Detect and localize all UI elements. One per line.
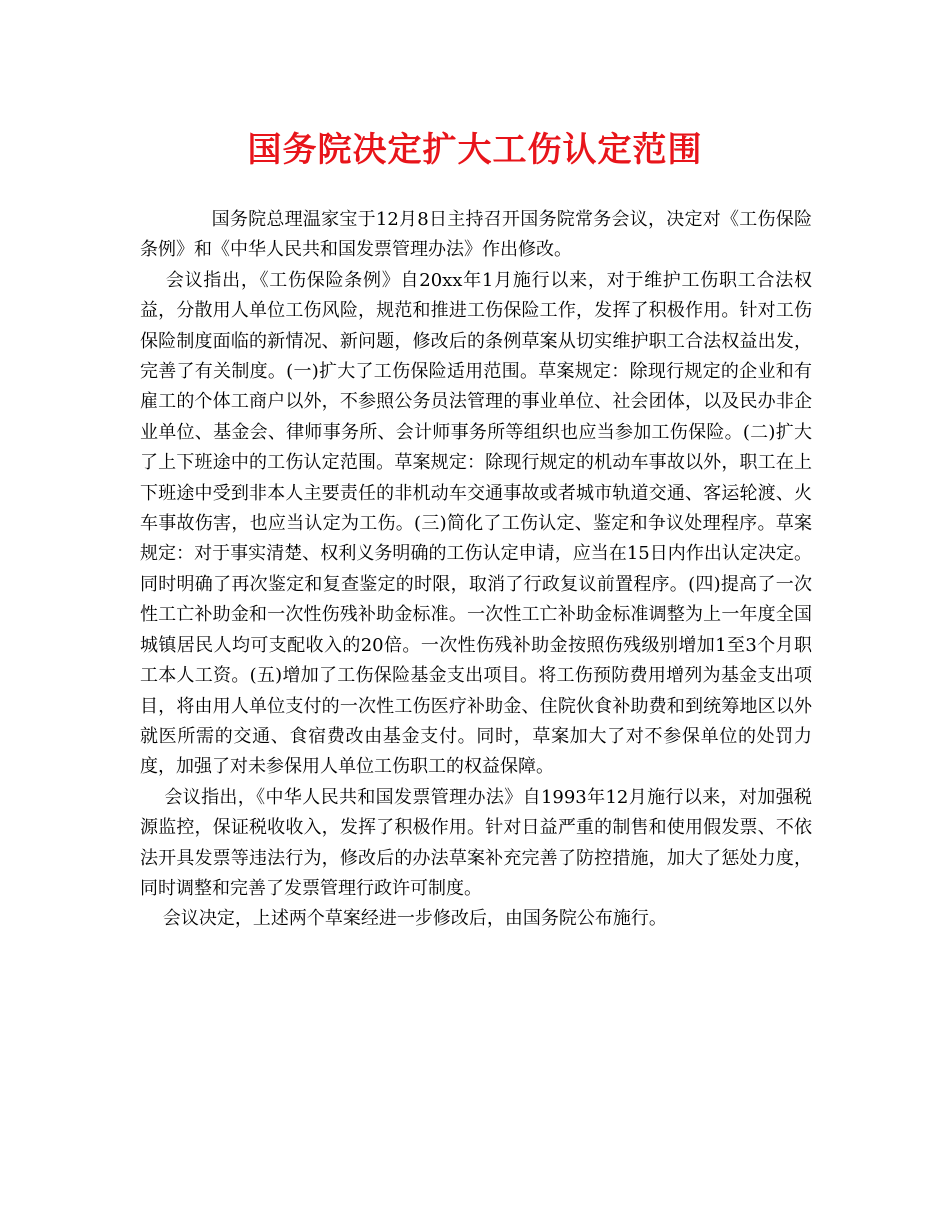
paragraph-decision: 会议决定，上述两个草案经进一步修改后，由国务院公布施行。 (140, 908, 667, 930)
paragraph-work-injury-regulation: 会议指出，《工伤保险条例》自20xx年1月施行以来，对于维护工伤职工合法权益，分散用人单位工伤风险，规范和推进工伤保险工作，发挥了积极作用。针对工伤保险制度面临的新情况、新问题，修改后的条例草案从切实维护职工合法权益出发，完善了有关制度。(一)扩大了工伤保险适用范围。草案规定：除现行规定的企业和有雇工的个体工商户以外，不参照公务员法管理的事业单位、社会团体，以及民办非企业单位、基金会、律师事务所、会计师事务所等组织也应当参加工伤保险。(二)扩大了上下班途中的工伤认定范围。草案规定：除现行规定的机动车事故以外，职工在上下班途中受到非本人主要责任的非机动车交通事故或者城市轨道交通、客运轮渡、火车事故伤害，也应当认定为工伤。(三)简化了工伤认定、鉴定和争议处理程序。草案规定：对于事实清楚、权利义务明确的工伤认定申请，应当在15日内作出认定决定。同时明确了再次鉴定和复查鉴定的时限，取消了行政复议前置程序。(四)提高了一次性工亡补助金和一次性伤残补助金标准。一次性工亡补助金标准调整为上一年度全国城镇居民人均可支配收入的20倍。一次性伤残补助金按照伤残级别增加1至3个月职工本人工资。(五)增加了工伤保险基金支出项目。将工伤预防费用增列为基金支出项目，将由用人单位支付的一次性工伤医疗补助金、住院伙食补助费和到统筹地区以外就医所需的交通、食宿费改由基金支付。同时，草案加大了对不参保单位的处罚力度，加强了对未参保用人单位工伤职工的权益保障。 (140, 269, 813, 778)
paragraph-invoice-regulation: 会议指出，《中华人民共和国发票管理办法》自1993年12月施行以来，对加强税源监控，保证税收收入，发挥了积极作用。针对日益严重的制售和使用假发票、不依法开具发票等违法行为，修改后的办法草案补充完善了防控措施，加大了惩处力度，同时调整和完善了发票管理行政许可制度。 (140, 786, 812, 899)
paragraph-intro: 国务院总理温家宝于12月8日主持召开国务院常务会议，决定对《工伤保险条例》和《中华人民共和国发票管理办法》作出修改。 (140, 209, 812, 261)
document-title: 国务院决定扩大工伤认定范围 (247, 130, 703, 170)
document-body (140, 205, 812, 935)
